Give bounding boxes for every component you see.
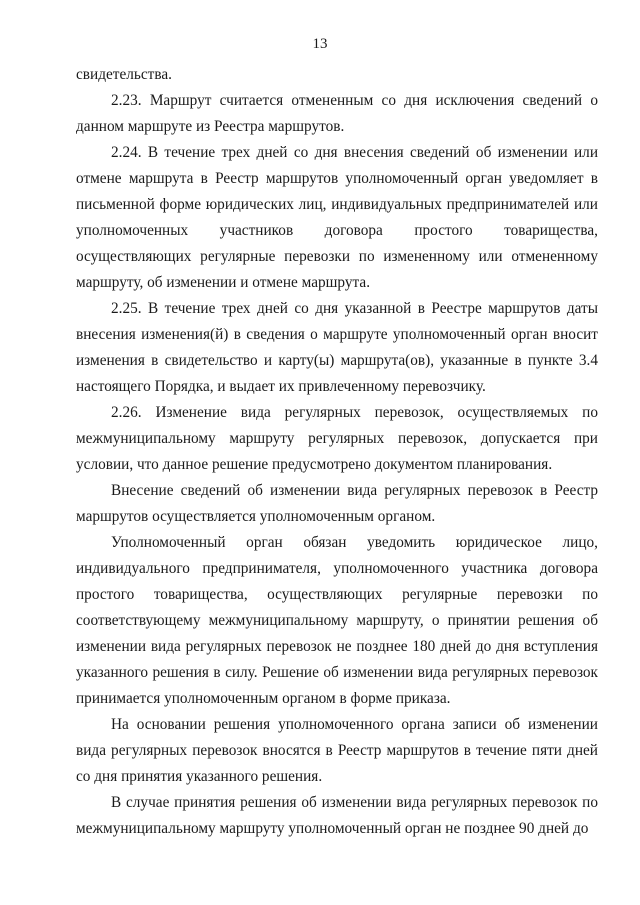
paragraph-notification: Уполномоченный орган обязан уведомить юридическое лицо, индивидуального предпринимателя, уполномоченного участника договора простого товарищества, осуществляющих регулярные перевозки по соответствующему межмуниципальному маршруту, о принятии решения об изменении вида регулярных перевозок не позднее 180 дней до дня вступления указанного решения в силу. Решение об изменении вида регулярных перевозок принимается уполномоченным органом в форме приказа. bbox=[76, 534, 598, 707]
paragraph-2-25: 2.25. В течение трех дней со дня указанной в Реестре маршрутов даты внесения изменения(й) в сведения о маршруте уполномоченный орган вносит изменения в свидетельство и карту(ы) маршрута(ов), указанные в пункте 3.4 настоящего Порядка, и выдает их привлеченному перевозчику. bbox=[76, 300, 598, 395]
paragraph-decision: В случае принятия решения об изменении вида регулярных перевозок по межмуниципальному маршруту уполномоченный орган не позднее 90 дней до bbox=[76, 794, 598, 837]
paragraph-2-23: 2.23. Маршрут считается отмененным со дня исключения сведений о данном маршруте из Реестра маршрутов. bbox=[76, 92, 598, 135]
paragraph-registry-changes: Внесение сведений об изменении вида регулярных перевозок в Реестр маршрутов осуществляется уполномоченным органом. bbox=[76, 482, 598, 525]
paragraph-records: На основании решения уполномоченного органа записи об изменении вида регулярных перевозок вносятся в Реестр маршрутов в течение пяти дней со дня принятия указанного решения. bbox=[76, 716, 598, 785]
paragraph-2-26: 2.26. Изменение вида регулярных перевозок, осуществляемых по межмуниципальному маршруту регулярных перевозок, допускается при условии, что данное решение предусмотрено документом планирования. bbox=[76, 404, 598, 473]
page-number: 13 bbox=[312, 36, 328, 52]
paragraph-2-24: 2.24. В течение трех дней со дня внесения сведений об изменении или отмене маршрута в Реестр маршрутов уполномоченный орган уведомляет в письменной форме юридических лиц, индивидуальных предпринимателей или уполномоченных участников договора простого товарищества, осуществляющих регулярные перевозки по измененному или отмененному маршруту, об изменении и отмене маршрута. bbox=[76, 144, 598, 291]
paragraph-continuation: свидетельства. bbox=[76, 66, 172, 83]
document-body bbox=[76, 62, 598, 842]
